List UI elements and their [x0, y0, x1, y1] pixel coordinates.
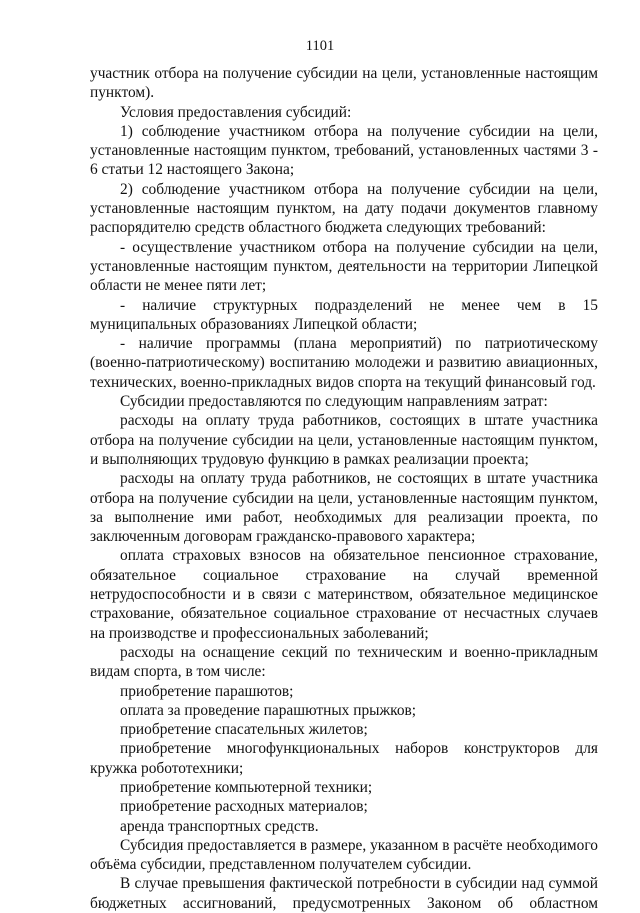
paragraph: приобретение компьютерной техники; [120, 778, 373, 796]
paragraph: приобретение парашютов; [120, 682, 294, 700]
document-body [90, 64, 598, 913]
paragraph: Субсидия предоставляется в размере, указанном в расчёте необходимого объёма субсидии, представленном получателем субсидии. [90, 836, 598, 874]
paragraph: аренда транспортных средств. [120, 817, 319, 835]
paragraph: участник отбора на получение субсидии на цели, установленные настоящим пунктом). [90, 65, 598, 102]
paragraph: оплата страховых взносов на обязательное пенсионное страхование, обязательное социальное страхование на случай временной нетрудоспособности и в связи с материнством, обязательное медицинское страхование, обязательное социальное страхование от несчастных случаев на производстве и профессиональных заболеваний; [90, 547, 598, 642]
paragraph: приобретение спасательных жилетов; [120, 721, 368, 739]
paragraph: расходы на оснащение секций по техническим и военно-прикладным видам спорта, в том числе: [90, 643, 598, 681]
paragraph: 1) соблюдение участником отбора на получение субсидии на цели, установленные настоящим пунктом, требований, установленных частями 3 - 6 статьи 12 настоящего Закона; [90, 122, 598, 179]
paragraph: - осуществление участником отбора на получение субсидии на цели, установленные настоящим пунктом, деятельности на территории Липецкой области не менее пяти лет; [90, 238, 598, 295]
page-number: 1101 [305, 38, 335, 54]
paragraph: расходы на оплату труда работников, не состоящих в штате участника отбора на получение субсидии на цели, установленные настоящим пунктом, за выполнение ими работ, необходимых для реализации проекта, по заключенным договорам гражданско-правового характера; [90, 470, 598, 546]
paragraph: 2) соблюдение участником отбора на получение субсидии на цели, установленные настоящим пунктом, на дату подачи документов главному распорядителю средств областного бюджета следующих требований: [90, 180, 598, 237]
paragraph: - наличие структурных подразделений не менее чем в 15 муниципальных образованиях Липецкой области; [90, 296, 598, 333]
paragraph: - наличие программы (плана мероприятий) по патриотическому (военно-патриотическому) воспитанию молодежи и развитию авиационных, технических, военно-прикладных видов спорта на текущий финансовый год. [90, 335, 598, 391]
paragraph: В случае превышения фактической потребности в субсидии над суммой бюджетных ассигнований, предусмотренных Законом об областном [90, 875, 598, 912]
paragraph: приобретение расходных материалов; [120, 798, 368, 816]
paragraph: Условия предоставления субсидий: [120, 103, 352, 121]
paragraph: расходы на оплату труда работников, состоящих в штате участника отбора на получение субсидии на цели, установленные настоящим пунктом, и выполняющих трудовую функцию в рамках реализации проекта; [90, 412, 598, 468]
paragraph: Субсидии предоставляются по следующим направлениям затрат: [120, 393, 548, 411]
paragraph: приобретение многофункциональных наборов конструкторов для кружка робототехники; [90, 740, 598, 777]
paragraph: оплата за проведение парашютных прыжков; [120, 701, 417, 719]
